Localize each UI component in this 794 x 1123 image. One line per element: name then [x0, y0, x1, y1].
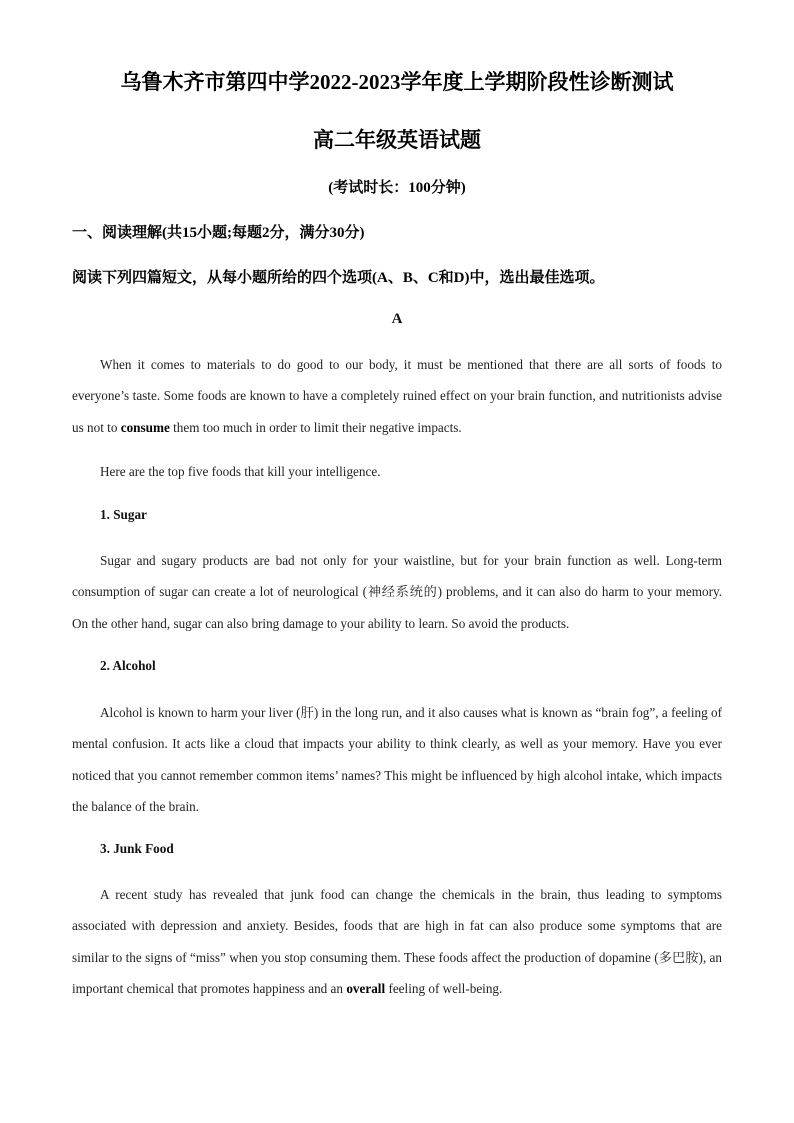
exam-title: 乌鲁木齐市第四中学2022-2023学年度上学期阶段性诊断测试 [120, 70, 674, 94]
junk-text-after: feeling of well-being. [385, 980, 503, 996]
item-heading-junk-food: 3. Junk Food [100, 841, 174, 856]
intro-keyword: consume [120, 419, 170, 435]
top-five-sentence: Here are the top five foods that kill your intelligence. [100, 464, 381, 479]
section-heading: 一、阅读理解(共15小题;每题2分，满分30分) [72, 225, 365, 241]
intro-text-after: them too much in order to limit their negative impacts. [169, 419, 462, 435]
exam-subtitle: 高二年级英语试题 [313, 128, 481, 152]
item-heading-sugar: 1. Sugar [100, 507, 147, 522]
item-paragraph-alcohol: Alcohol is known to harm your liver (肝) in the long run, and it also causes what is known as “brain fog”, a feeling of mental confusion. It acts like a cloud that impacts your ability to think clearly, as well as your memory. Have you ever noticed that you cannot remember common items’ names? This might be influenced by high alcohol intake, which impacts the balance of the brain. [72, 705, 722, 814]
item-heading-alcohol: 2. Alcohol [100, 658, 156, 673]
exam-duration: (考试时长：100分钟) [328, 180, 466, 196]
item-paragraph-junk-food [72, 879, 722, 1004]
junk-text-before: A recent study has revealed that junk food can change the chemicals in the brain, thus leading to symptoms associated with depression and anxiety. Besides, foods that are high in fat can also produce some symptoms that are similar to the signs of “miss” when you stop consuming them. These foods affect the production of dopamine (多巴胺), an important chemical that promotes happiness and an [72, 887, 722, 996]
passage-intro-paragraph [72, 349, 722, 443]
junk-keyword: overall [346, 980, 386, 996]
section-instruction: 阅读下列四篇短文，从每小题所给的四个选项(A、B、C和D)中，选出最佳选项。 [72, 270, 605, 286]
passage-label: A [391, 311, 403, 327]
intro-text-before: When it comes to materials to do good to our body, it must be mentioned that there are all sorts of foods to everyone’s taste. Some foods are known to have a completely ruined effect on your brain function, and nutritionists advise us not to [72, 357, 722, 435]
item-paragraph-sugar: Sugar and sugary products are bad not only for your waistline, but for your brain function as well. Long-term consumption of sugar can create a lot of neurological (神经系统的) problems, and it can also do harm to your memory. On the other hand, sugar can also bring damage to your ability to learn. So avoid the products. [72, 553, 722, 631]
